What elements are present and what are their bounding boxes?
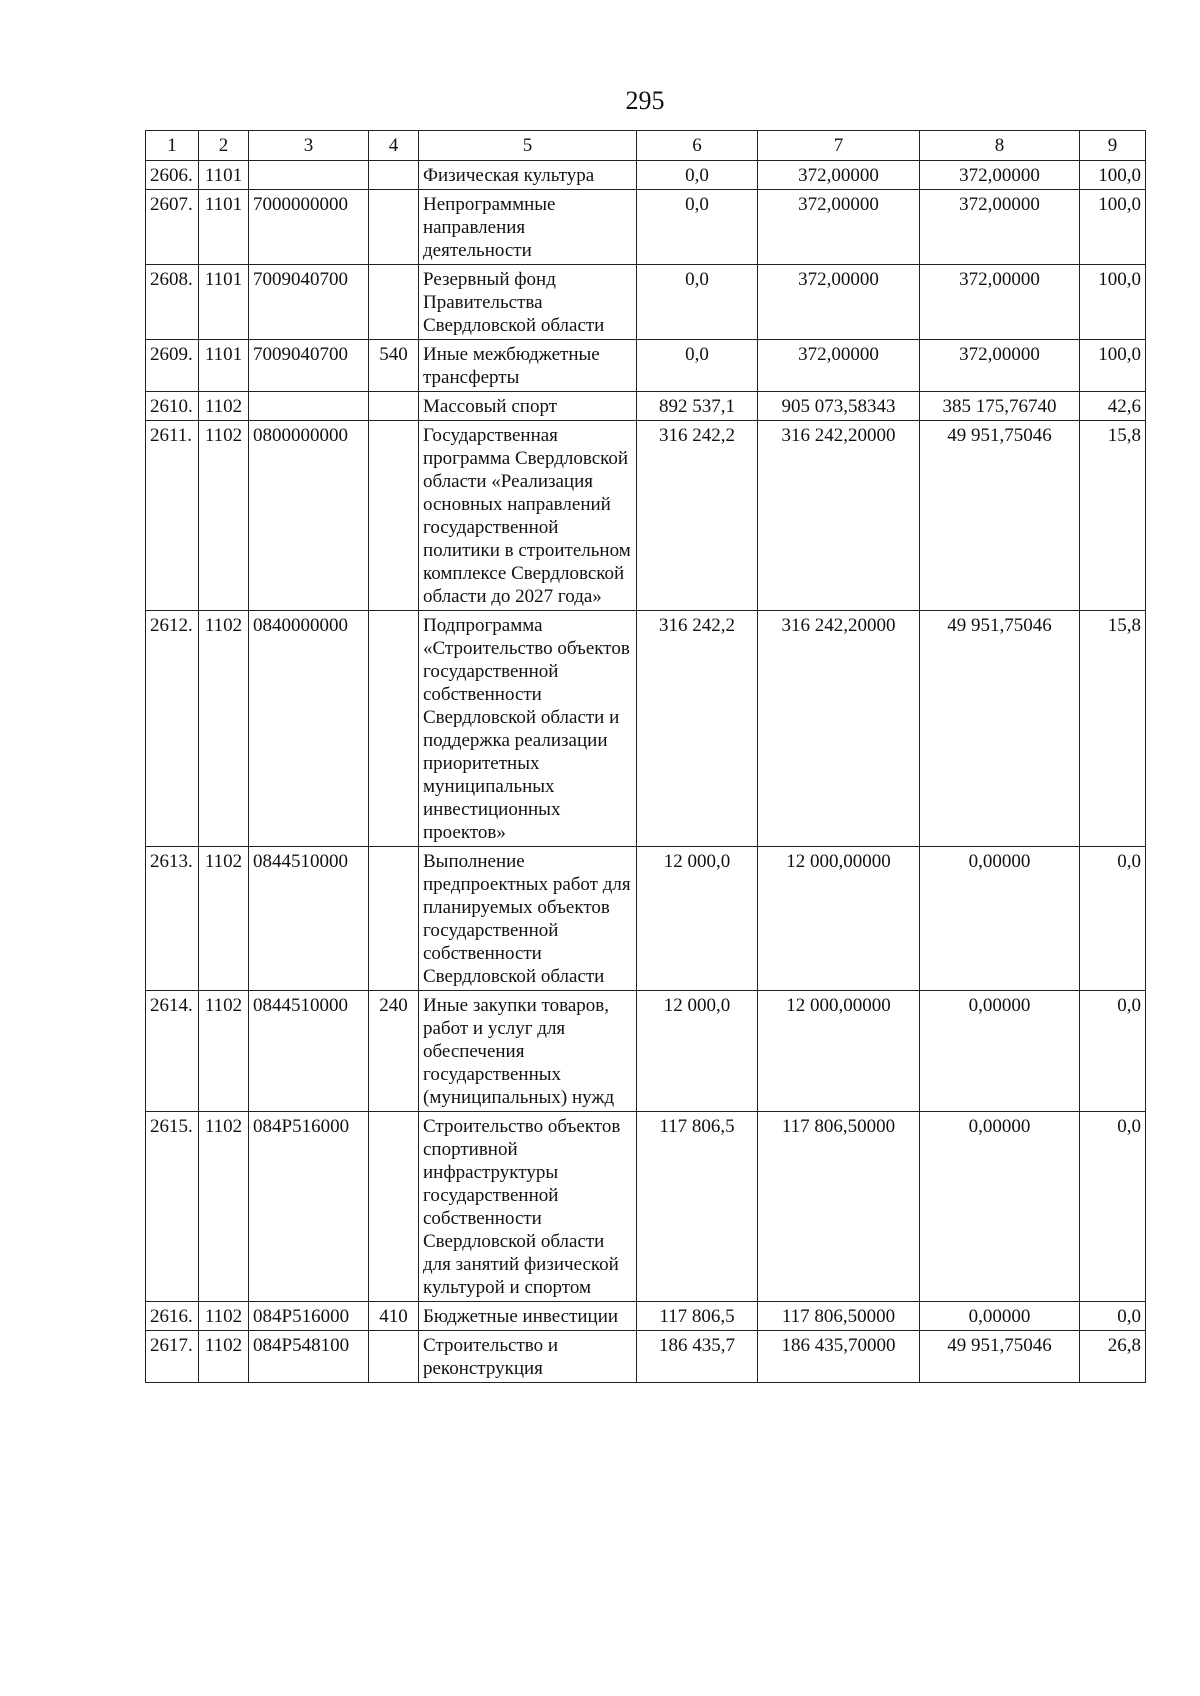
- target-code: 7000000000: [249, 190, 369, 265]
- value-col6: 0,0: [637, 340, 758, 392]
- row-number: 2615.: [146, 1112, 199, 1302]
- target-code: 7009040700: [249, 340, 369, 392]
- expense-type: [369, 611, 419, 847]
- value-col7: 12 000,00000: [758, 991, 920, 1112]
- value-col8: 0,00000: [920, 1112, 1080, 1302]
- value-col6: 0,0: [637, 265, 758, 340]
- section-code: 1102: [199, 1112, 249, 1302]
- target-code: 084P548100: [249, 1331, 369, 1383]
- value-col7: 372,00000: [758, 190, 920, 265]
- percent: 42,6: [1080, 392, 1146, 421]
- item-name: Строительство объектов спортивной инфраструктуры государственной собственности Свердловской области для занятий физической культурой и спортом: [419, 1112, 637, 1302]
- expense-type: [369, 847, 419, 991]
- row-number: 2612.: [146, 611, 199, 847]
- expense-type: [369, 190, 419, 265]
- table-row: [146, 1331, 1146, 1383]
- table-row: [146, 421, 1146, 611]
- percent: 100,0: [1080, 265, 1146, 340]
- section-code: 1102: [199, 1302, 249, 1331]
- value-col7: 316 242,20000: [758, 421, 920, 611]
- item-name: Государственная программа Свердловской области «Реализация основных направлений государственной политики в строительном комплексе Свердловской области до 2027 года»: [419, 421, 637, 611]
- value-col6: 892 537,1: [637, 392, 758, 421]
- value-col7: 372,00000: [758, 265, 920, 340]
- section-code: 1102: [199, 421, 249, 611]
- value-col8: 0,00000: [920, 847, 1080, 991]
- value-col7: 372,00000: [758, 161, 920, 190]
- item-name: Массовый спорт: [419, 392, 637, 421]
- col-header-1: 1: [146, 131, 199, 161]
- table-row: [146, 340, 1146, 392]
- table-row: [146, 1112, 1146, 1302]
- section-code: 1102: [199, 991, 249, 1112]
- row-number: 2614.: [146, 991, 199, 1112]
- section-code: 1102: [199, 392, 249, 421]
- percent: 15,8: [1080, 611, 1146, 847]
- table-row: [146, 161, 1146, 190]
- percent: 26,8: [1080, 1331, 1146, 1383]
- expense-type: [369, 1112, 419, 1302]
- target-code: 0844510000: [249, 847, 369, 991]
- target-code: 7009040700: [249, 265, 369, 340]
- expense-type: 540: [369, 340, 419, 392]
- percent: 100,0: [1080, 340, 1146, 392]
- value-col7: 117 806,50000: [758, 1112, 920, 1302]
- value-col8: 372,00000: [920, 190, 1080, 265]
- value-col8: 0,00000: [920, 991, 1080, 1112]
- col-header-2: 2: [199, 131, 249, 161]
- expense-type: 240: [369, 991, 419, 1112]
- value-col7: 905 073,58343: [758, 392, 920, 421]
- value-col6: 12 000,0: [637, 847, 758, 991]
- value-col7: 372,00000: [758, 340, 920, 392]
- target-code: 084P516000: [249, 1302, 369, 1331]
- value-col8: 0,00000: [920, 1302, 1080, 1331]
- value-col6: 316 242,2: [637, 421, 758, 611]
- row-number: 2608.: [146, 265, 199, 340]
- row-number: 2613.: [146, 847, 199, 991]
- section-code: 1101: [199, 190, 249, 265]
- section-code: 1101: [199, 340, 249, 392]
- target-code: [249, 392, 369, 421]
- percent: 100,0: [1080, 161, 1146, 190]
- expense-type: [369, 161, 419, 190]
- section-code: 1102: [199, 1331, 249, 1383]
- col-header-8: 8: [920, 131, 1080, 161]
- section-code: 1101: [199, 265, 249, 340]
- item-name: Выполнение предпроектных работ для планируемых объектов государственной собственности Свердловской области: [419, 847, 637, 991]
- row-number: 2606.: [146, 161, 199, 190]
- percent: 0,0: [1080, 991, 1146, 1112]
- item-name: Бюджетные инвестиции: [419, 1302, 637, 1331]
- expense-type: [369, 265, 419, 340]
- item-name: Резервный фонд Правительства Свердловской области: [419, 265, 637, 340]
- col-header-3: 3: [249, 131, 369, 161]
- value-col6: 0,0: [637, 161, 758, 190]
- table-row: [146, 265, 1146, 340]
- row-number: 2611.: [146, 421, 199, 611]
- target-code: 0840000000: [249, 611, 369, 847]
- item-name: Строительство и реконструкция: [419, 1331, 637, 1383]
- expense-type: [369, 1331, 419, 1383]
- target-code: 0844510000: [249, 991, 369, 1112]
- row-number: 2607.: [146, 190, 199, 265]
- row-number: 2610.: [146, 392, 199, 421]
- budget-table: [145, 130, 1146, 1383]
- value-col8: 385 175,76740: [920, 392, 1080, 421]
- section-code: 1102: [199, 611, 249, 847]
- value-col6: 316 242,2: [637, 611, 758, 847]
- value-col8: 372,00000: [920, 161, 1080, 190]
- percent: 100,0: [1080, 190, 1146, 265]
- col-header-7: 7: [758, 131, 920, 161]
- row-number: 2616.: [146, 1302, 199, 1331]
- col-header-9: 9: [1080, 131, 1146, 161]
- percent: 15,8: [1080, 421, 1146, 611]
- value-col8: 49 951,75046: [920, 1331, 1080, 1383]
- col-header-6: 6: [637, 131, 758, 161]
- value-col6: 186 435,7: [637, 1331, 758, 1383]
- value-col6: 12 000,0: [637, 991, 758, 1112]
- expense-type: [369, 421, 419, 611]
- col-header-4: 4: [369, 131, 419, 161]
- value-col7: 316 242,20000: [758, 611, 920, 847]
- value-col8: 372,00000: [920, 340, 1080, 392]
- table-row: [146, 190, 1146, 265]
- table-row: [146, 847, 1146, 991]
- page-number: 295: [625, 86, 665, 115]
- item-name: Непрограммные направления деятельности: [419, 190, 637, 265]
- item-name: Подпрограмма «Строительство объектов государственной собственности Свердловской области и поддержка реализации приоритетных муниципальных инвестиционных проектов»: [419, 611, 637, 847]
- table-row: [146, 392, 1146, 421]
- row-number: 2609.: [146, 340, 199, 392]
- target-code: [249, 161, 369, 190]
- table-row: [146, 1302, 1146, 1331]
- row-number: 2617.: [146, 1331, 199, 1383]
- item-name: Физическая культура: [419, 161, 637, 190]
- value-col8: 49 951,75046: [920, 611, 1080, 847]
- value-col6: 117 806,5: [637, 1112, 758, 1302]
- table-row: [146, 611, 1146, 847]
- target-code: 0800000000: [249, 421, 369, 611]
- expense-type: 410: [369, 1302, 419, 1331]
- percent: 0,0: [1080, 1112, 1146, 1302]
- value-col6: 0,0: [637, 190, 758, 265]
- value-col8: 372,00000: [920, 265, 1080, 340]
- value-col6: 117 806,5: [637, 1302, 758, 1331]
- value-col7: 186 435,70000: [758, 1331, 920, 1383]
- target-code: 084P516000: [249, 1112, 369, 1302]
- table-row: [146, 991, 1146, 1112]
- percent: 0,0: [1080, 1302, 1146, 1331]
- col-header-5: 5: [419, 131, 637, 161]
- percent: 0,0: [1080, 847, 1146, 991]
- header-row: [146, 131, 1146, 161]
- section-code: 1101: [199, 161, 249, 190]
- section-code: 1102: [199, 847, 249, 991]
- expense-type: [369, 392, 419, 421]
- value-col8: 49 951,75046: [920, 421, 1080, 611]
- value-col7: 12 000,00000: [758, 847, 920, 991]
- item-name: Иные межбюджетные трансферты: [419, 340, 637, 392]
- value-col7: 117 806,50000: [758, 1302, 920, 1331]
- item-name: Иные закупки товаров, работ и услуг для обеспечения государственных (муниципальных) нужд: [419, 991, 637, 1112]
